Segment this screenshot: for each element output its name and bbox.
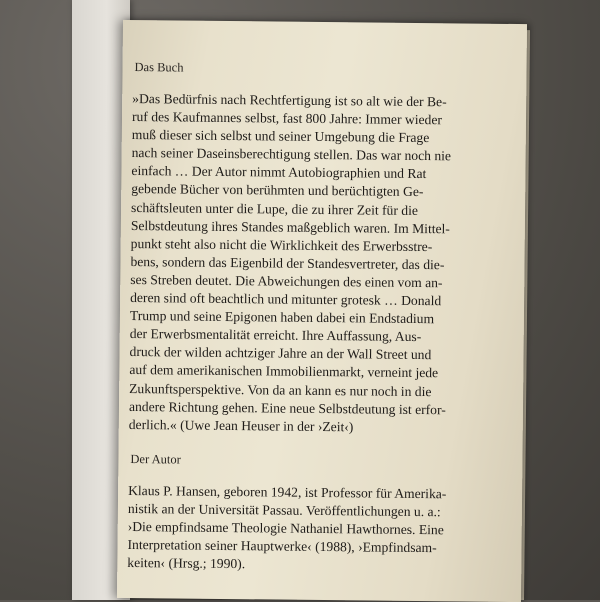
text-line: schäftsleuten unter die Lupe, die zu ihrer Zeit für die: [130, 199, 419, 218]
author-bio-text: [127, 482, 468, 576]
section-heading-book: Das Buch: [134, 60, 184, 75]
text-line: muß dieser sich selbst und seiner Umgebung die Frage: [131, 127, 430, 146]
text-line: auf dem amerikanischen Immobilienmarkt, verneint jede: [129, 362, 439, 381]
text-line: »Das Bedürfnis nach Rechtfertigung ist so alt wie der Be-: [132, 91, 447, 110]
text-line: Interpretation seiner Hauptwerke‹ (1988), ›Empfindsam-: [127, 537, 437, 556]
section-heading-author: Der Autor: [130, 452, 181, 467]
text-line: deren sind oft beachtlich und mitunter grotesk … Donald: [130, 290, 442, 309]
text-line: andere Richtung gehen. Eine neue Selbstdeutung ist erfor-: [128, 398, 446, 417]
text-line: einfach … Der Autor nimmt Autobiographien und Rat: [131, 163, 427, 182]
text-line: keiten‹ (Hrsg.; 1990).: [127, 555, 246, 572]
text-line: ses Streben deutet. Die Abweichungen des einen vom an-: [130, 271, 443, 291]
text-line: gebende Bücher von berühmten und berüchtigten Ge-: [131, 181, 424, 200]
text-line: derlich.« (Uwe Jean Heuser in der ›Zeit‹): [128, 416, 354, 435]
text-line: ruf des Kaufmannes selbst, fast 800 Jahre: Immer wieder: [131, 109, 443, 128]
text-line: punkt steht also nicht die Wirklichkeit des Erwerbsstre-: [130, 235, 433, 254]
text-line: nistik an der Universität Passau. Veröffentlichungen u. a.:: [127, 501, 441, 520]
text-line: Selbstdeutung ihres Standes maßgeblich waren. Im Mittel-: [130, 217, 450, 236]
text-line: druck der wilden achtziger Jahre an der Wall Street und: [129, 344, 432, 363]
text-line: Klaus P. Hansen, geboren 1942, ist Professor für Amerika-: [128, 482, 447, 502]
book-review-text: [129, 90, 473, 437]
text-line: nach seiner Daseinsberechtigung stellen. Das war noch nie: [131, 145, 452, 164]
book-page: [117, 20, 527, 602]
text-line: Zukunftsperspektive. Von da an kann es nur noch in die: [129, 380, 432, 399]
text-line: Trump und seine Epigonen haben dabei ein Endstadium: [129, 308, 435, 327]
text-line: der Erwerbsmentalität erreicht. Ihre Auffassung, Aus-: [129, 326, 422, 345]
text-line: ›Die empfindsame Theologie Nathaniel Hawthornes. Eine: [127, 519, 444, 538]
text-line: bens, sondern das Eigenbild der Standesvertreter, das die-: [130, 253, 445, 273]
